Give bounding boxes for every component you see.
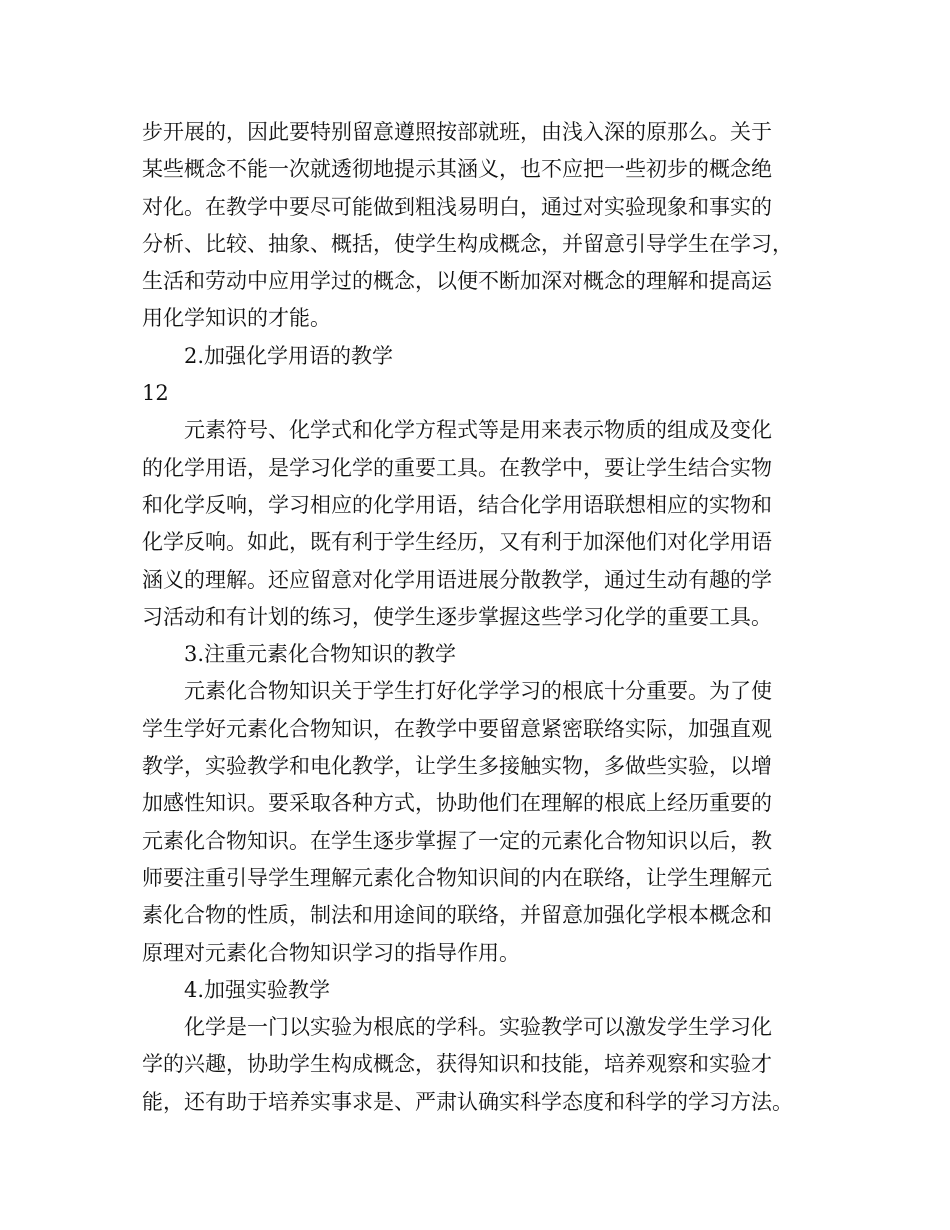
text-line: 学的兴趣，协助学生构成概念，获得知识和技能，培养观察和实验才 xyxy=(142,1052,772,1077)
text-line: 元素符号、化学式和化学方程式等是用来表示物质的组成及变化 xyxy=(184,418,772,443)
text-line: 4.加强实验教学 xyxy=(184,977,331,1002)
text-line: 素化合物的性质，制法和用途间的联络，并留意加强化学根本概念和 xyxy=(142,903,772,928)
text-line: 化学是一门以实验为根底的学科。实验教学可以激发学生学习化 xyxy=(184,1015,772,1040)
text-line: 原理对元素化合物知识学习的指导作用。 xyxy=(142,940,520,965)
text-line: 元素化合物知识。在学生逐步掌握了一定的元素化合物知识以后，教 xyxy=(142,828,772,853)
document-body-text xyxy=(142,114,822,1121)
text-line: 某些概念不能一次就透彻地提示其涵义，也不应把一些初步的概念绝 xyxy=(142,157,772,182)
text-line: 学生学好元素化合物知识，在教学中要留意紧密联络实际，加强直观 xyxy=(142,716,772,741)
text-line: 教学，实验教学和电化教学，让学生多接触实物，多做些实验，以增 xyxy=(142,754,772,779)
text-line: 能，还有助于培养实事求是、严肃认确实科学态度和科学的学习方法。 xyxy=(142,1089,793,1114)
text-line: 对化。在教学中要尽可能做到粗浅易明白，通过对实验现象和事实的 xyxy=(142,194,772,219)
text-line: 2.加强化学用语的教学 xyxy=(184,343,394,368)
text-line: 师要注重引导学生理解元素化合物知识间的内在联络，让学生理解元 xyxy=(142,865,772,890)
text-line: 用化学知识的才能。 xyxy=(142,306,331,331)
text-line: 和化学反响，学习相应的化学用语，结合化学用语联想相应的实物和 xyxy=(142,492,772,517)
text-line: 步开展的，因此要特别留意遵照按部就班，由浅入深的原那么。关于 xyxy=(142,120,772,144)
text-line: 习活动和有计划的练习，使学生逐步掌握这些学习化学的重要工具。 xyxy=(142,604,772,629)
text-line: 的化学用语，是学习化学的重要工具。在教学中，要让学生结合实物 xyxy=(142,455,772,480)
text-line: 分析、比较、抽象、概括，使学生构成概念，并留意引导学生在学习， xyxy=(142,231,793,256)
text-line: 生活和劳动中应用学过的概念，以便不断加深对概念的理解和提高运 xyxy=(142,269,772,294)
text-line: 12 xyxy=(142,381,169,406)
text-line: 元素化合物知识关于学生打好化学学习的根底十分重要。为了使 xyxy=(184,679,772,704)
text-line: 3.注重元素化合物知识的教学 xyxy=(184,642,457,667)
text-line: 加感性知识。要采取各种方式，协助他们在理解的根底上经历重要的 xyxy=(142,791,772,816)
text-line: 化学反响。如此，既有利于学生经历，又有利于加深他们对化学用语 xyxy=(142,530,772,555)
text-line: 涵义的理解。还应留意对化学用语进展分散教学，通过生动有趣的学 xyxy=(142,567,772,592)
